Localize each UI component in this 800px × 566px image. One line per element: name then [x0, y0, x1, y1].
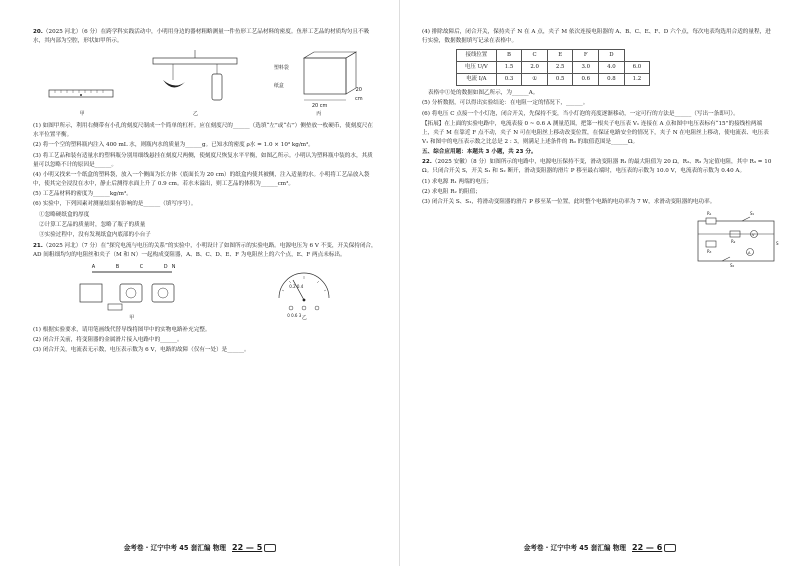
q21-figures: [33, 262, 378, 323]
q20-part1: (1) 如图甲所示，利用右侧带有小孔的刻度尺制成一个简单的杠杆。应在刻度尺的______（选填“左”或“右”）侧垫放一枚硬币，使刻度尺在水平位置平衡。: [33, 123, 373, 138]
point-b-label: B: [115, 263, 120, 270]
q20-option1: ①忽略硬纸盒的厚度: [39, 211, 90, 218]
q22-figure: [692, 211, 782, 269]
right-footer: [400, 542, 800, 552]
r2-label: R₂: [731, 239, 736, 245]
table-cell: B: [496, 50, 522, 62]
terminal-label: 0 0.6 3: [287, 312, 302, 318]
q20-part5: (5) 工艺品材料的密度为______kg/m³。: [33, 191, 132, 198]
q22-number: 22.: [422, 159, 432, 166]
right-page-number: 22 — 6: [632, 543, 663, 552]
table-cell: D: [599, 50, 625, 62]
ammeter-label: A: [748, 251, 751, 256]
q22-part2: (2) 求电阻 R₂ 的阻值；: [422, 189, 481, 196]
scale-label: 0.2 0.4: [289, 283, 304, 289]
figure-jia-label: 甲: [79, 111, 85, 117]
table-row: [457, 74, 650, 86]
table-cell: 接线位置: [457, 50, 497, 62]
point-a-label: A: [91, 263, 96, 270]
left-footer-text: 金考卷 · 辽宁中考 45 套汇编 物理: [123, 544, 226, 552]
table-row: [457, 50, 650, 62]
figure-ammeter-yi-label: 乙: [301, 314, 307, 321]
figure-bing: [274, 48, 364, 119]
table-cell: 0.3: [496, 74, 522, 86]
q21-extension: 【拓展】在上面的实验电路中，电流表接 0 ~ 0.6 A 测量范围，把第一根夹子电压表 V₁ 连接在 A 点和图中电压表标有“15”的接线柱两端上，夹子 M 在靠近 F 点不动，夹子 N 可在电阻丝上移动改变位置，在保证电路安全的情况下，夹子 N 在电阻丝上移动，使电流表、电压表 V₁ 和图中的电压表示数之比总是 2 : 3，则满足上述条件的 R₀ 的取值范围是______Ω。: [422, 120, 769, 145]
figure-jia: [47, 76, 117, 119]
table-cell: 1.2: [624, 74, 650, 86]
q21-part1: (1) 根据实验要求，请用笔画线代替导线将图甲中的实物电路补充完整。: [33, 326, 211, 333]
q21-part4: (4) 排除故障后，闭合开关，保持夹子 N 在 A 点，夹子 M 依次连接电阻器的 A、B、C、E、F、D 六个点，每次电表均选用合适的量程，进行实验，数据数据填写记录在表格中。: [422, 29, 771, 44]
voltmeter-label: V: [752, 233, 755, 238]
table-cell: 6.0: [624, 62, 650, 74]
q21-part2: (2) 闭合开关前，将变阻器的金属滑片接入电路中的______。: [33, 336, 183, 343]
box-drawing: [274, 48, 364, 110]
balance-drawing: [145, 50, 245, 110]
q20-part6: (6) 实验中，下列因素对测量结果有影响的是______（填写序号）。: [33, 201, 197, 208]
clip-n-label: N: [171, 263, 176, 270]
right-column: [422, 28, 779, 269]
q21-part6: (6) 将电压 C 点接一个小灯泡，闭合开关，先保持不变，当小灯泡的亮度逐渐移动，一定可行的方法是______（写出一条即可）。: [422, 110, 739, 117]
q22-circuit-drawing: [692, 215, 782, 267]
s2-label: S₂: [730, 263, 735, 269]
table-cell: 4.0: [599, 62, 625, 74]
table-cell: 2.0: [522, 62, 548, 74]
table-cell: ①: [522, 74, 548, 86]
depth-label: 20 cm: [355, 87, 363, 102]
q22-stem: 22.（2025 安徽）（8 分）如图所示的电路中，电源电压保持不变，滑动变阻器 R₁ 的最大阻值为 20 Ω，R₂、R₃ 为定值电阻，其中 R₃ = 10 Ω。只闭合开关 S，开关 S₁ 和 S₂ 断开，滑动变阻器的滑片 P 移至最右端时，电压表的示数为 10.0 V，电流表的示数为 0.40 A。: [422, 159, 772, 175]
q20-option3: ③实验过程中，没有发现纸盒内底部的小台子: [39, 232, 151, 239]
ruler-drawing: [47, 76, 117, 110]
table-cell: 0.8: [599, 74, 625, 86]
q20-part2: (2) 将一个空的塑料瓶内注入 400 mL 水，则瓶内水的质量为______g。已知水的密度 ρ水 = 1.0 × 10³ kg/m³。: [33, 142, 314, 149]
figure-yi: [145, 50, 245, 119]
q20-part3: (3) 将工艺品和装有适量水的塑料瓶分别用细线悬挂在刻度尺两侧，使刻度尺恢复水平平衡，如图乙所示。小明认为塑料瓶中装的水，其质量可以忽略不计的原因是______。: [33, 152, 373, 168]
right-page: [400, 0, 800, 566]
left-column: [33, 28, 378, 357]
point-d-label: D: [163, 263, 168, 270]
q21-part4b: 表格中①处的数据如图乙所示，为______A。: [428, 90, 539, 96]
section-5-heading: 五、综合应用题：本题共 3 小题，共 23 分。: [422, 149, 537, 156]
table-cell: 3.0: [573, 62, 599, 74]
point-c-label: C: [139, 263, 144, 270]
q21-number: 21.: [33, 242, 43, 249]
data-table: [456, 49, 650, 86]
table-cell: F: [573, 50, 599, 62]
q20-option2: ②计算工艺品的质量时，忽略了瓶子的质量: [39, 222, 146, 229]
table-row: [457, 62, 650, 74]
q22-part3: (3) 闭合开关 S、S₁，将滑动变阻器的滑片 P 移至某一位置，此时整个电路的电功率为 7 W，求滑动变阻器的电功率。: [422, 199, 716, 206]
right-footer-text: 金考卷 · 辽宁中考 45 套汇编 物理: [523, 544, 626, 552]
q20-number: 20.: [33, 29, 43, 35]
table-cell: 0.5: [547, 74, 573, 86]
brand-logo-icon: [264, 544, 276, 552]
left-footer: [0, 542, 400, 552]
paper-box-label: 纸盒: [273, 83, 284, 89]
table-cell: 2.5: [547, 62, 573, 74]
table-cell: 电流 I/A: [457, 74, 497, 86]
r3-label: R₃: [707, 249, 712, 255]
q22-part1: (1) 求电源 R₁ 两端的电压；: [422, 178, 493, 185]
plastic-bag-label: 塑料袋: [273, 65, 289, 71]
figure-yi-label: 乙: [192, 111, 198, 117]
q21-part3: (3) 闭合开关，电流表无示数，电压表示数为 6 V，电路的故障（仅有一处）是______。: [33, 347, 250, 354]
figure-circuit-jia-label: 甲: [129, 314, 135, 321]
table-cell: 电压 U/V: [457, 62, 497, 74]
table-cell: E: [547, 50, 573, 62]
table-cell: C: [522, 50, 548, 62]
table-cell: 1.5: [496, 62, 522, 74]
r1-label: R₁: [707, 211, 712, 217]
q20-figures: [33, 48, 378, 119]
figure-circuit-jia: [72, 262, 192, 323]
left-page-number: 22 — 5: [232, 543, 263, 552]
s-label: S: [776, 241, 779, 247]
width-label: 20 cm: [311, 103, 328, 109]
q21-stem: 21.（2025 河北）（7 分）在“探究电流与电压的关系”的实验中，小明设计了如图所示的实验电路。电源电压为 6 V 不变，开关保持闭合，AD 间粗细均匀的电阻丝和夹子（M 和 N）一起构成变阻器，A、B、C、D、E、F 为电阻丝上的六个点，E、F 两点未标出。: [33, 242, 377, 258]
table-cell: 0.6: [573, 74, 599, 86]
s1-label: S₁: [750, 211, 755, 217]
q20-stem: 20.（2025 河北）（6 分）在跨学科实践活动中，小明用身边的器材粗略测量一件鱼形工艺品材料的密度。鱼形工艺品的材质均匀且不吸水，其内部为空腔，形状如甲所示。: [33, 29, 370, 44]
figure-bing-label: 丙: [316, 111, 322, 117]
figure-ammeter-yi: [269, 268, 339, 323]
brand-logo-icon: [664, 544, 676, 552]
ammeter-drawing: [269, 268, 339, 314]
q20-part4: (4) 小明又找来一个纸盒的塑料袋，放入一个侧面为长方体（底面长为 20 cm）的纸盒内使其被侧，注入适量的水。小明将工艺品放入袋中，使其完全浸没在水中，静止后测得水面上升了 0.9 cm。若水未溢出，则工艺品的体积为______cm³。: [33, 171, 370, 187]
q21-part5: (5) 分析数据，可以得出实验结论：在电阻一定的情况下，______。: [422, 100, 589, 107]
